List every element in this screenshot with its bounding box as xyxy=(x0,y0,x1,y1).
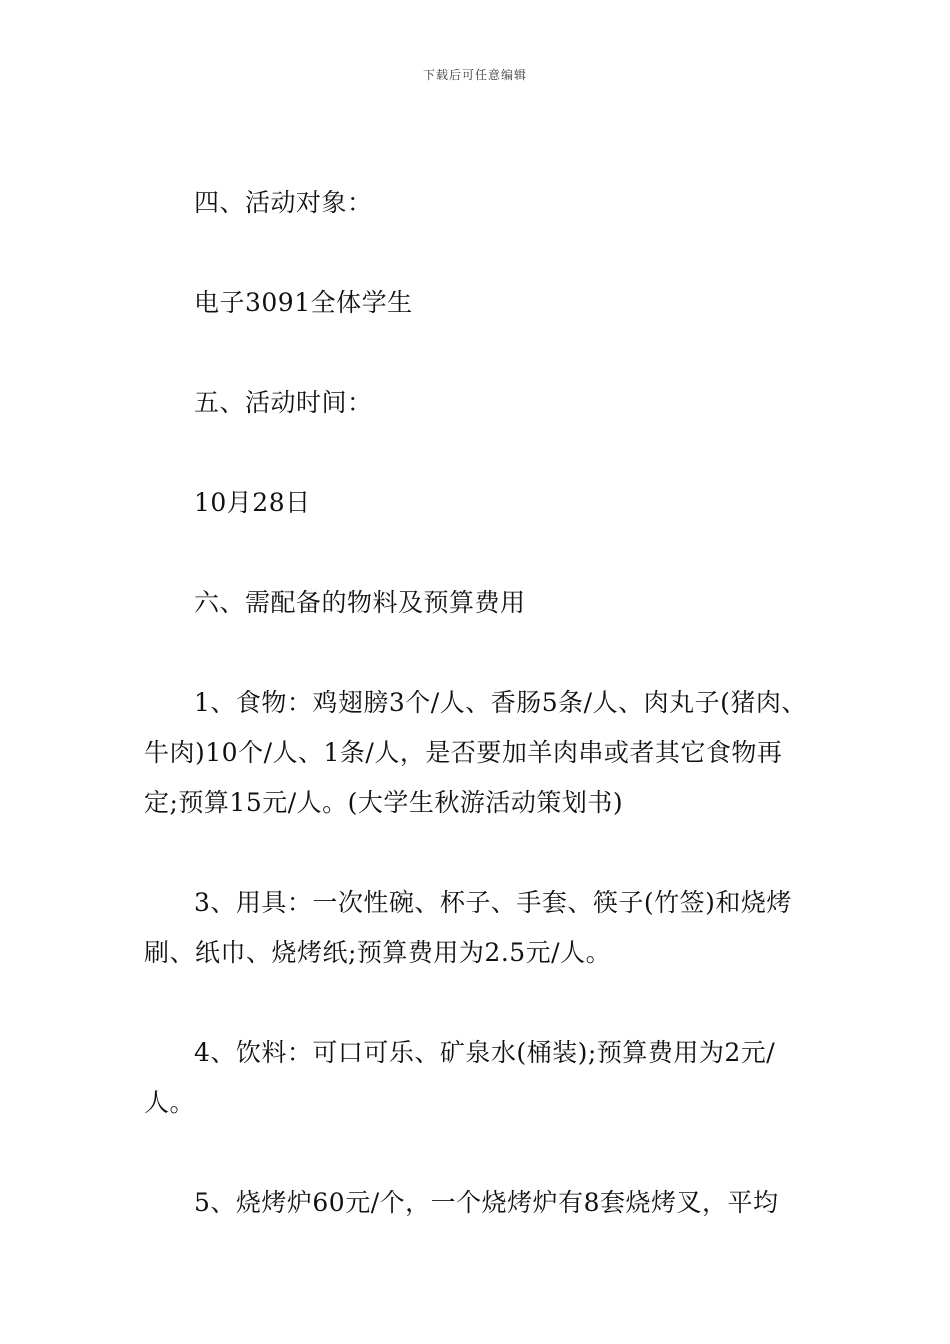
target-text: 电子3091全体学生 xyxy=(194,288,413,317)
time-text: 10月28日 xyxy=(194,488,311,517)
item-utensils: 3、用具：一次性碗、杯子、手套、筷子(竹签)和烧烤刷、纸巾、烧烤纸;预算费用为2.5元/人。 xyxy=(144,888,792,967)
item-food: 1、食物：鸡翅膀3个/人、香肠5条/人、肉丸子(猪肉、牛肉)10个/人、1条/人，是否要加羊肉串或者其它食物再定;预算15元/人。(大学生秋游活动策划书) xyxy=(144,688,807,817)
section-heading-materials: 六、需配备的物料及预算费用 xyxy=(194,588,526,617)
section-heading-target: 四、活动对象： xyxy=(194,188,373,217)
item-drinks: 4、饮料：可口可乐、矿泉水(桶装);预算费用为2元/人。 xyxy=(144,1038,776,1117)
item-grill: 5、烧烤炉60元/个，一个烧烤炉有8套烧烤叉，平均 xyxy=(194,1188,779,1217)
section-heading-time: 五、活动时间： xyxy=(194,388,373,417)
header-note: 下载后可任意编辑 xyxy=(422,68,527,82)
document-body xyxy=(144,178,814,1228)
